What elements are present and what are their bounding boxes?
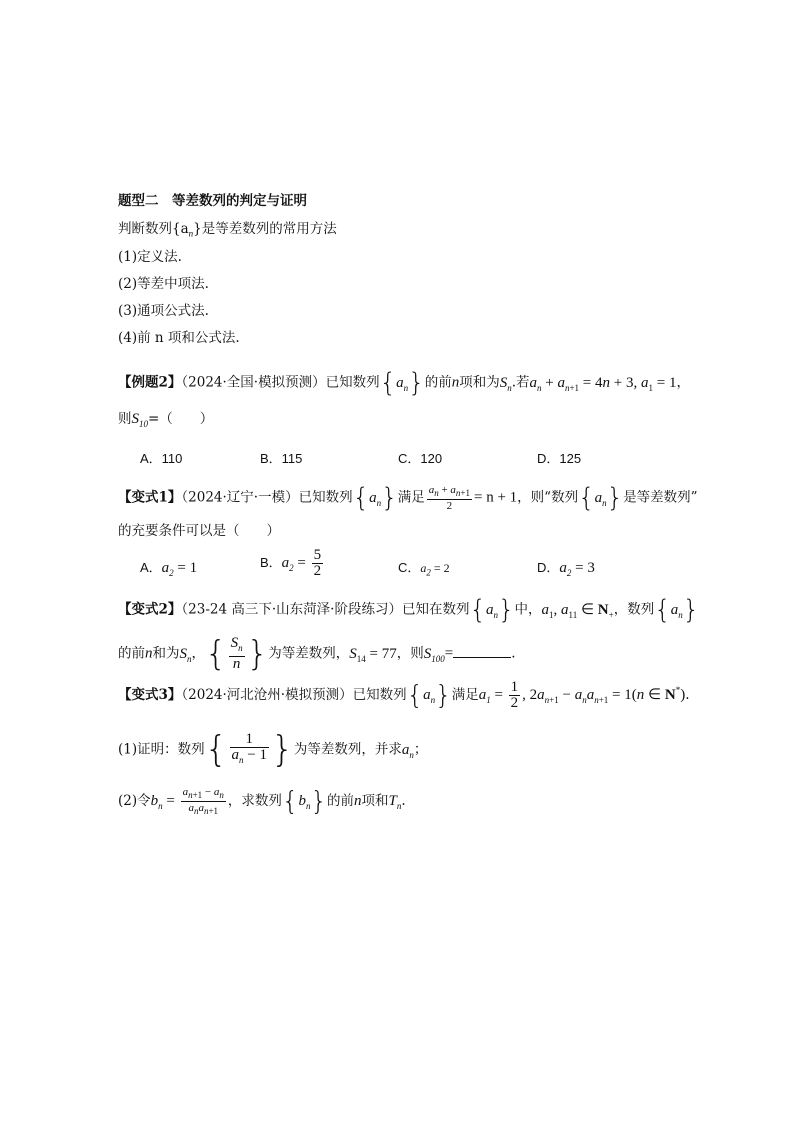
seq-a: $a_n$ [396, 374, 409, 393]
variant2-source: （23-24 高三下·山东菏泽·阶段练习） [181, 601, 402, 618]
brace-close: } [310, 786, 327, 817]
q2-fraction: $\frac{a_{n+1} - a_n}{a_na_{n+1}}$ [182, 786, 224, 817]
var-n: n [145, 645, 153, 662]
option-eq: = [293, 554, 310, 571]
example2-text2: 的前 [424, 374, 452, 391]
brace-close: } [435, 680, 452, 711]
variant1-text1: 已知数列 [298, 489, 353, 506]
var-sn: $S_n$ [179, 645, 192, 664]
option-label: A． [140, 560, 162, 575]
variant3-text2: 满足 [451, 687, 479, 703]
q2-text-d: 项和 [361, 793, 389, 810]
q1-fraction: $\frac{1}{a_n - 1}$ [231, 731, 267, 765]
option-eq: = 2 [430, 561, 450, 575]
intro-tail: }是等差数列的常用方法 [193, 221, 337, 237]
brace-close: } [682, 595, 700, 625]
example2-line2 [118, 410, 213, 433]
seq-a: $a_n$ [670, 601, 683, 620]
variant1-line2: 的充要条件可以是（ ） [118, 523, 280, 539]
variant2-text-a: 的前 [118, 645, 145, 662]
example2-tag: 【例题2】 [118, 374, 182, 391]
variant2-text2: 中， [514, 601, 542, 618]
method-4: (4)前 n 项和公式法. [118, 330, 240, 346]
method-2: (2)等差中项法. [118, 276, 209, 292]
variant2-text-c: ， [191, 645, 205, 662]
var-bn: $b_n$ [150, 793, 163, 812]
brace-close: } [271, 729, 294, 770]
option-value: $a_2$ [281, 554, 294, 573]
frac-den: 2 [313, 563, 322, 579]
variant2-period: . [511, 645, 516, 662]
eq-sign: = [162, 793, 179, 810]
variant3-period: . [685, 687, 690, 703]
eq-sign: = [490, 687, 507, 703]
example2-text: 已知数列 [325, 374, 380, 391]
variant1-source: （2024·辽宁·一模） [181, 489, 299, 506]
answer-blank[interactable] [453, 645, 511, 658]
example2-option-d[interactable]: D．125 [537, 451, 582, 466]
seq-a: $a_n$ [369, 489, 382, 508]
variant1-text3: ，则“数列 [517, 489, 579, 506]
q1-text-c: ； [413, 741, 428, 758]
variant1-option-d[interactable] [537, 557, 595, 578]
brace-close: } [498, 595, 515, 625]
var-s100: $S_{100}$ [423, 645, 445, 664]
variant1-fraction: $\frac{a_n + a_{n+1}}{2}$ [428, 484, 470, 513]
variant2-text-e: ，则 [396, 645, 424, 662]
variant2-line2 [118, 636, 516, 672]
var-s10: $S_{10}$ [131, 411, 148, 429]
variant1-rhs: = n + 1 [474, 489, 518, 506]
brace-close: } [606, 483, 624, 514]
example2-then: 则 [118, 411, 132, 427]
method-1: (1)定义法. [118, 249, 182, 265]
var-a1: $a_1$ [478, 687, 491, 705]
option-value: $a_2$ [559, 560, 572, 578]
seq-b: $b_n$ [298, 793, 311, 812]
example2-comma: ， [676, 374, 690, 391]
seq-a: $a_n$ [423, 687, 436, 705]
brace-close: } [381, 483, 398, 514]
example2-text4: .若 [511, 374, 530, 391]
example2-source: （2024·全国·模拟预测） [181, 374, 326, 391]
option-value: $a_2$ [420, 561, 431, 578]
variant2-fraction: $\frac{S_n}{n}$ [230, 635, 243, 672]
variant2-text3: ，数列 [613, 601, 655, 618]
brace-open: { [578, 483, 595, 514]
variant3-text1: 已知数列 [352, 687, 407, 703]
variant1-line1 [118, 484, 698, 512]
q2-text-a: (2)令 [118, 793, 151, 810]
frac-num: 5 [313, 547, 322, 563]
variant1-option-b[interactable] [260, 548, 325, 579]
brace-open: { [204, 729, 228, 770]
variant2-s14: $S_{14} = 77$ [349, 645, 397, 664]
var-sn: $S_n$ [499, 374, 512, 393]
brace-open: { [205, 634, 227, 674]
variant3-tag: 【变式3】 [118, 687, 182, 703]
option-fraction [312, 548, 324, 579]
variant3-source: （2024·河北沧州·模拟预测） [181, 687, 353, 703]
brace-close: } [408, 368, 425, 398]
variant1-tag: 【变式1】 [118, 489, 182, 506]
example2-option-c[interactable]: C．120 [398, 451, 443, 466]
option-label: D． [537, 560, 560, 575]
option-label: B． [260, 554, 282, 570]
variant3-cond: , $2a_{n+1} - a_na_{n+1} = 1(n$ ∈ N*) [522, 685, 686, 705]
variant1-text2: 满足 [397, 489, 425, 506]
q1-text-a: (1)证明：数列 [118, 741, 205, 758]
variant2-text-d: 为等差数列， [268, 645, 350, 662]
q2-text-e: . [401, 793, 406, 810]
seq-a: $a_n$ [486, 601, 498, 620]
q1-text-b: 为等差数列，并求 [293, 741, 402, 758]
var-an: $a_n$ [401, 741, 414, 760]
example2-line1 [118, 370, 690, 397]
variant3-q1 [118, 729, 428, 770]
variant2-line1 [118, 597, 699, 624]
brace-open: { [281, 786, 299, 817]
intro-text: 判断数列{a [118, 221, 189, 237]
frac-den: 2 [510, 695, 519, 711]
frac-num: 1 [510, 679, 519, 695]
option-value: $a_2$ [161, 560, 174, 578]
half-fraction [509, 680, 521, 711]
variant3-line1 [118, 680, 689, 711]
seq-a: $a_n$ [594, 489, 607, 508]
example2-formula: $a_n + a_{n+1} = 4n + 3$, $a_1 = 1$ [529, 374, 677, 393]
variant2-text1: 已知在数列 [401, 601, 470, 618]
variant2-text-b: 和为 [152, 645, 180, 662]
method-3: (3)通项公式法. [118, 303, 209, 319]
brace-open: { [469, 595, 486, 625]
var-n: n [353, 793, 362, 810]
example2-option-b[interactable]: B．115 [260, 451, 303, 466]
variant2-tag: 【变式2】 [118, 601, 182, 618]
q2-text-c: 的前 [326, 793, 354, 810]
variant2-cond: $a_1$, $a_{11}$ ∈ $N_+$ [541, 601, 614, 620]
option-eq: = 3 [571, 560, 595, 576]
brace-open: { [406, 680, 424, 711]
var-tn: $T_n$ [388, 793, 402, 812]
example2-option-a[interactable]: A．110 [140, 451, 183, 466]
variant2-eq: = [444, 645, 454, 662]
brace-open: { [379, 368, 397, 398]
variant1-option-c[interactable] [398, 557, 450, 577]
example2-blank: =（ ） [148, 411, 214, 427]
option-label: C． [398, 560, 421, 575]
section-title: 题型二 等差数列的判定与证明 [118, 193, 307, 209]
option-eq: = 1 [173, 560, 198, 576]
q2-text-b: ，求数列 [227, 793, 282, 810]
intro-sub: n [188, 228, 194, 239]
section-intro [118, 220, 337, 243]
example2-text3: 项和为 [459, 374, 500, 391]
brace-close: } [246, 634, 269, 674]
var-n: n [451, 374, 460, 391]
brace-open: { [654, 595, 671, 625]
variant3-q2 [118, 786, 406, 817]
variant1-text4: 是等差数列” [623, 489, 698, 506]
variant1-option-a[interactable] [140, 557, 197, 578]
brace-open: { [352, 483, 370, 514]
